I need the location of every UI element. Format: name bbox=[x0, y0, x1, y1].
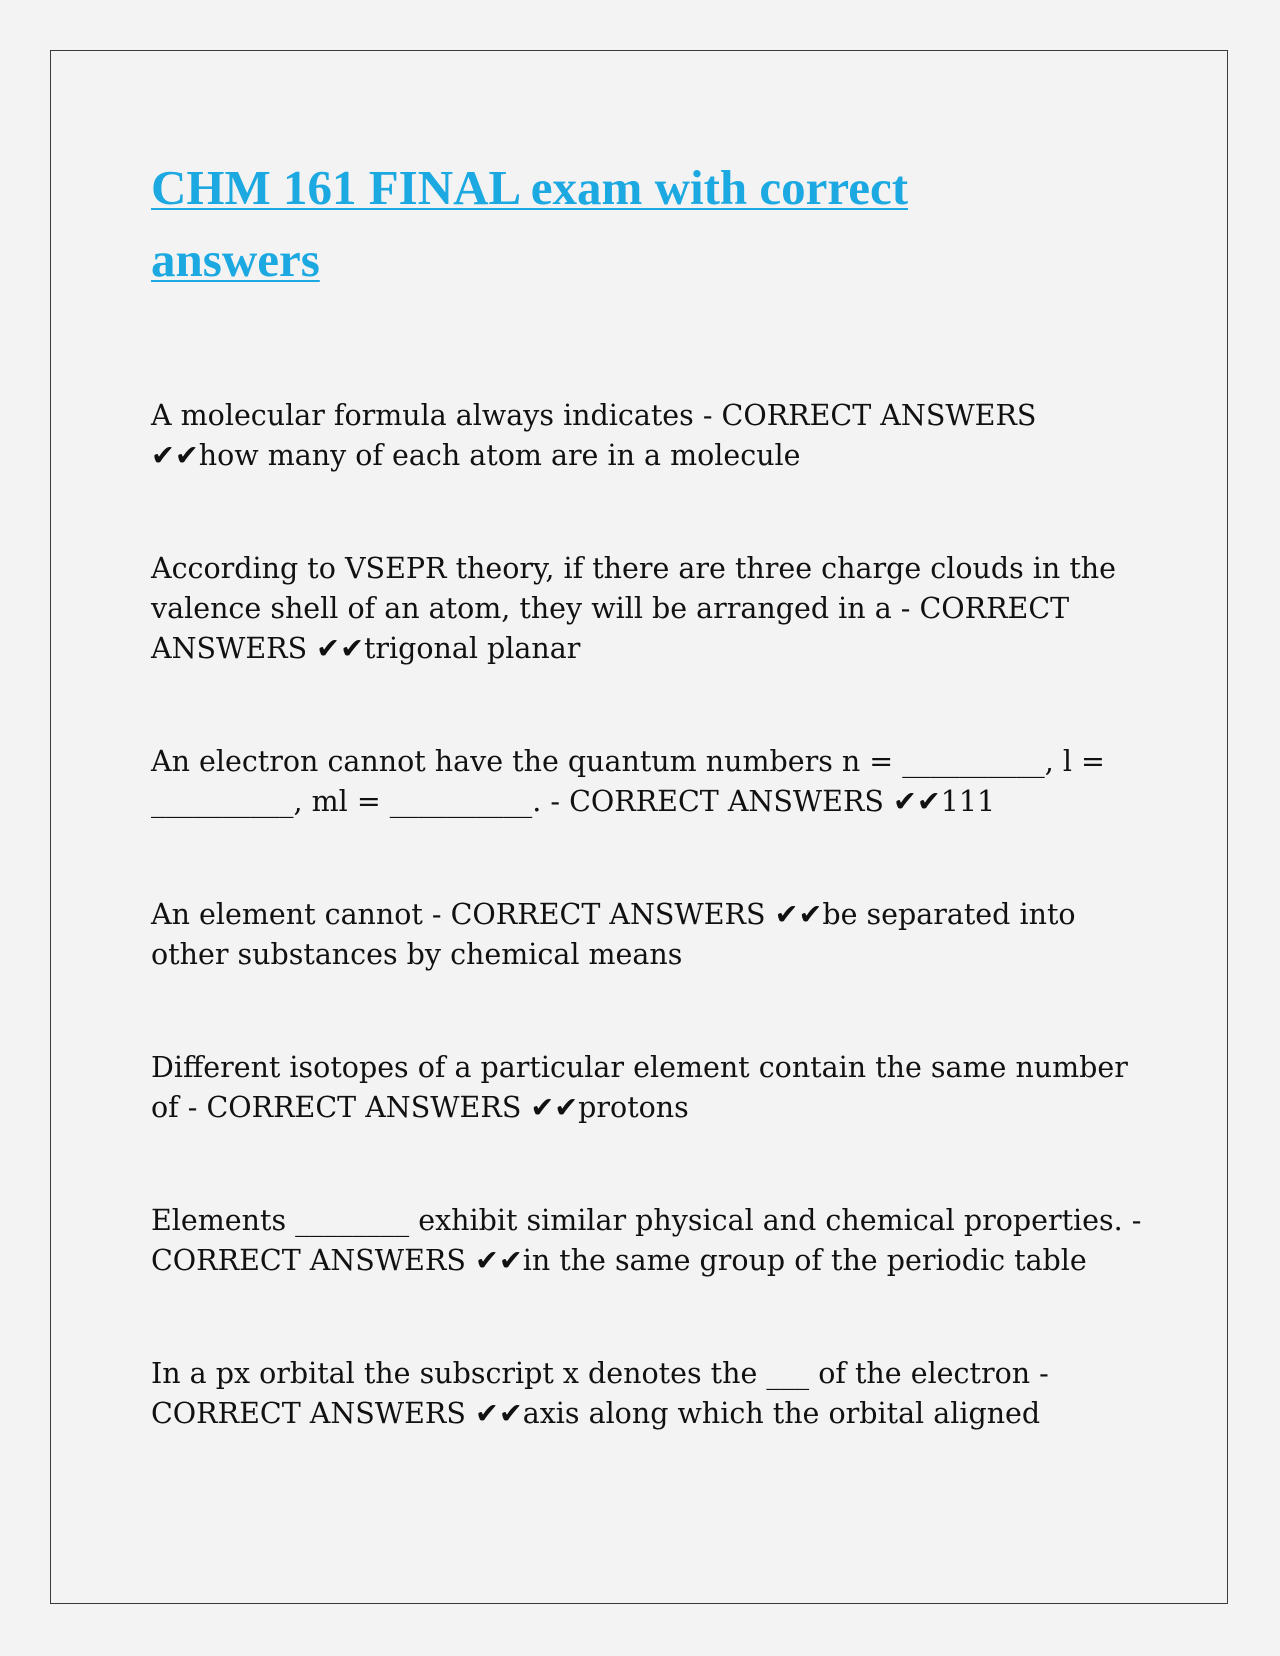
qa-item-4: An element cannot - CORRECT ANSWERS ✔✔be separated into other substances by chemical means bbox=[151, 898, 1076, 971]
qa-item-3: An electron cannot have the quantum numbers n = __________, l = __________, ml = __________. - CORRECT ANSWERS ✔✔111 bbox=[151, 745, 1105, 818]
qa-item-5: Different isotopes of a particular element contain the same number of - CORRECT ANSWERS ✔✔protons bbox=[151, 1051, 1128, 1124]
document-title[interactable]: CHM 161 FINAL exam with correct answers bbox=[151, 160, 909, 287]
qa-item-2: According to VSEPR theory, if there are three charge clouds in the valence shell of an atom, they will be arranged in a - CORRECT ANSWERS ✔✔trigonal planar bbox=[151, 552, 1117, 665]
qa-item-1: A molecular formula always indicates - CORRECT ANSWERS ✔✔how many of each atom are in a molecule bbox=[151, 399, 1037, 472]
qa-list bbox=[151, 396, 1151, 1507]
qa-item-7: In a px orbital the subscript x denotes the ___ of the electron - CORRECT ANSWERS ✔✔axis along which the orbital aligned bbox=[151, 1357, 1049, 1430]
qa-item-6: Elements ________ exhibit similar physical and chemical properties. - CORRECT ANSWERS ✔✔in the same group of the periodic table bbox=[151, 1204, 1142, 1277]
